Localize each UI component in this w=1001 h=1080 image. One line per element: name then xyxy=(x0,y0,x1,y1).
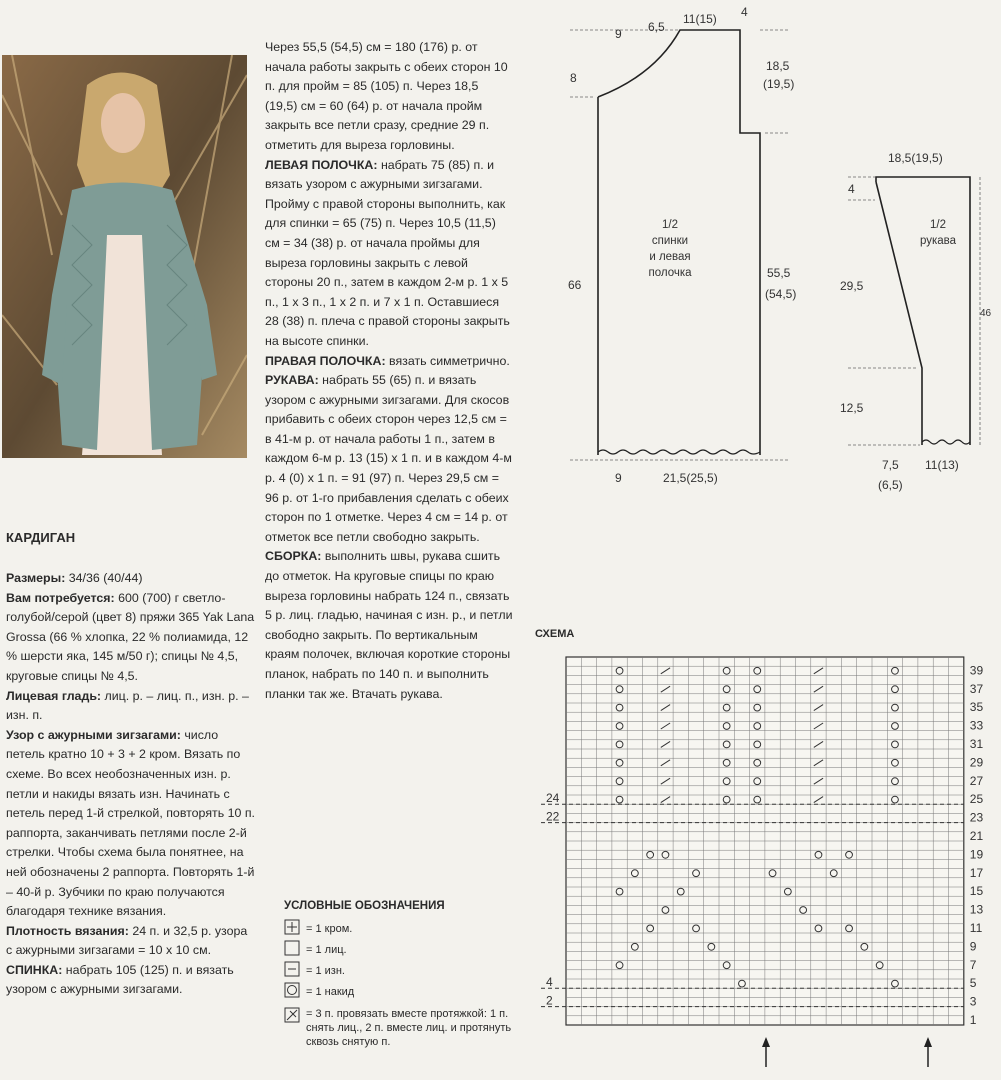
dim-top-left: 9 xyxy=(615,27,622,41)
dim-side-height: 55,5 xyxy=(767,266,791,280)
legend-text-purl: = 1 изн. xyxy=(306,965,345,977)
col1-label: Плотность вязания: xyxy=(6,923,129,938)
col1-label: Лицевая гладь: xyxy=(6,688,102,703)
row-label-right: 17 xyxy=(969,865,984,880)
row-label-left: 2 xyxy=(546,993,553,1008)
dim-armhole-height: 18,5 xyxy=(766,59,790,73)
sleeve-diagram xyxy=(830,140,1001,500)
col1-label: Размеры: xyxy=(6,571,66,585)
row-label-right: 5 xyxy=(969,976,977,991)
instructions-column-1 xyxy=(6,569,256,1000)
col1-text: 600 (700) г светло-голубой/серой (цвет 8) пряжи 365 Yak Lana Grossa (66 % хлопка, 22 % полиамида, 12 % шерсти яка, 145 м/50 г); спицы № 4,5, круговые спицы № 4,5. xyxy=(6,590,255,683)
row-label-right: 31 xyxy=(969,737,984,751)
dim-side-height-alt: (54,5) xyxy=(765,287,797,301)
dim-armhole-step: 4 xyxy=(741,5,748,19)
sleeve-diagram-label: 1/2 рукава xyxy=(919,219,957,247)
row-label-right: 7 xyxy=(969,957,977,972)
legend-item-purl xyxy=(284,961,519,982)
row-label-right: 33 xyxy=(969,718,984,733)
row-label-right: 13 xyxy=(969,902,984,917)
row-label-right: 15 xyxy=(969,884,984,899)
dim-bottom-width: 21,5(25,5) xyxy=(663,471,718,485)
pattern-title: КАРДИГАН xyxy=(6,530,76,545)
row-label-left: 22 xyxy=(546,809,560,824)
col1-label: Вам потребуется: xyxy=(6,590,115,605)
dim-sleeve-cuff: 12,5 xyxy=(840,401,864,415)
dim-sleeve-bottom-left-alt: (6,5) xyxy=(878,478,903,492)
legend-item-edge xyxy=(284,919,519,940)
dim-sleeve-bottom-width: 11(13) xyxy=(925,458,959,472)
col1-text: лиц. р. – лиц. п., изн. р. – изн. п. xyxy=(6,688,249,723)
col2-label: ПРАВАЯ ПОЛОЧКА: xyxy=(265,353,386,368)
row-label-right: 1 xyxy=(969,1013,977,1027)
dim-sleeve-total: 46 xyxy=(980,308,992,319)
legend xyxy=(284,896,519,1049)
col1-paragraph xyxy=(6,687,256,726)
col1-text: 34/36 (40/44) xyxy=(65,571,143,585)
col2-text: набрать 55 (65) п. и вязать узором с ажурными зигзагами. Для скосов прибавить с обеих сторон через 12,5 см = в 41-м р. от начала работы 1 п., затем в каждом 6-м р. 13 (15) х 1 п. и в каждом 4-м р. 4 (0) х 1 п. = 91 (97) п. Через 29,5 см = 96 р. от 1-го прибавления сделать с обеих сторон по 1 отметке. Через 4 см = 14 р. от отметок все петли свободно закрыть. xyxy=(265,373,512,544)
dim-sleeve-top: 18,5(19,5) xyxy=(888,151,943,165)
legend-text-edge: = 1 кром. xyxy=(306,923,353,935)
dim-sleeve-bottom-left: 7,5 xyxy=(882,458,899,472)
model-photo xyxy=(2,55,247,458)
schema-label: СХЕМА xyxy=(535,628,575,640)
col2-text: вязать симметрично. xyxy=(385,353,510,368)
col1-label: Узор с ажурными зигзагами: xyxy=(6,727,181,742)
col1-text: 24 п. и 32,5 р. узора с ажурными зигзагами = 10 х 10 см. xyxy=(6,923,248,958)
col2-label: РУКАВА: xyxy=(265,373,319,388)
col1-paragraph xyxy=(6,569,256,589)
row-label-right: 19 xyxy=(969,847,984,862)
row-label-right: 3 xyxy=(969,994,977,1009)
dim-total-height: 66 xyxy=(568,278,582,292)
legend-text-knit: = 1 лиц. xyxy=(306,944,347,956)
row-label-right: 29 xyxy=(969,755,984,770)
row-label-right: 21 xyxy=(969,829,984,843)
col2-paragraph xyxy=(265,38,513,156)
yarn-over-icon xyxy=(284,982,300,998)
col2-paragraph xyxy=(265,352,513,372)
legend-text-decrease: = 3 п. провязать вместе протяжкой: 1 п. снять лиц., 2 п. вместе лиц. и протянуть сквозь снятую п. xyxy=(306,1008,512,1048)
col1-paragraph xyxy=(6,589,256,687)
dim-bottom-left: 9 xyxy=(615,471,622,485)
col2-text: набрать 75 (85) п. и вязать узором с ажурными зигзагами. Пройму с правой стороны выполнить, как для спинки = 65 (75) п. Через 10,5 (11,5) см = 34 (38) р. от начала проймы для выреза горловины закрыть с левой стороны 20 п., затем в каждом 2-м р. 1 х 5 п., 1 х 3 п., 1 х 2 п. и 7 х 1 п. Оставшиеся 28 (38) п. плеча с правой стороны закрыть на высоте спинки. xyxy=(265,157,510,348)
dim-sleeve-slope: 29,5 xyxy=(840,279,864,293)
row-label-right: 37 xyxy=(969,681,984,696)
col1-paragraph xyxy=(6,961,256,1000)
row-label-left: 24 xyxy=(546,791,560,806)
col1-label: СПИНКА: xyxy=(6,962,63,977)
legend-text-yarnover: = 1 накид xyxy=(306,986,355,998)
legend-heading: УСЛОВНЫЕ ОБОЗНАЧЕНИЯ xyxy=(284,900,445,912)
row-label-right: 25 xyxy=(969,792,984,807)
instructions-column-2 xyxy=(265,38,513,704)
stitch-chart xyxy=(530,645,1001,1080)
decrease-icon xyxy=(284,1007,300,1023)
dim-armhole-height-alt: (19,5) xyxy=(763,77,795,91)
col1-text: число петель кратно 10 + 3 + 2 кром. Вязать по схеме. Во всех необозначенных изн. р. петли и накиды вязать изн. Начинать с петель перед 1-й стрелкой, повторять 10 п. раппорта, заканчивать петлями после 2-й стрелки. Чтобы схема была понятнее, на ней обозначены 2 раппорта. Повторять 1-й – 40-й р. Зубчики по краю получаются благодаря технике вязания. xyxy=(6,727,255,919)
col2-text: выполнить швы, рукава сшить до отметок. На круговые спицы по краю выреза горловины набрать 124 п., связать 5 р. лиц. гладью, начиная с изн. р., и петли свободно закрыть. По вертикальным краям полочек, включая короткие стороны планок, набрать по 140 п. и выполнить планки так же. Втачать рукава. xyxy=(265,549,513,701)
legend-item-yarnover xyxy=(284,982,519,1003)
edge-stitch-icon xyxy=(284,919,300,935)
col2-text: Через 55,5 (54,5) см = 180 (176) р. от начала работы закрыть с обеих сторон 10 п. для пройм = 85 (105) п. Через 18,5 (19,5) см = 60 (64) р. от начала пройм закрыть все петли сразу, средние 29 п. отметить для выреза горловины. xyxy=(265,40,508,152)
legend-item-decrease xyxy=(284,1007,519,1049)
row-label-right: 27 xyxy=(969,773,984,788)
body-diagram xyxy=(560,0,800,500)
col1-paragraph xyxy=(6,922,256,961)
purl-stitch-icon xyxy=(284,961,300,977)
col1-text: набрать 105 (125) п. и вязать узором с ажурными зигзагами. xyxy=(6,962,234,997)
dim-sleeve-cap: 4 xyxy=(848,182,855,196)
row-label-right: 23 xyxy=(969,810,984,825)
row-label-right: 39 xyxy=(969,663,984,678)
body-diagram-label: 1/2 спинки и левая полочка xyxy=(648,219,692,279)
row-label-right: 11 xyxy=(969,921,983,935)
row-label-right: 9 xyxy=(969,939,977,954)
col1-paragraph xyxy=(6,726,256,922)
col2-label: СБОРКА: xyxy=(265,549,322,564)
col2-paragraph xyxy=(265,371,513,547)
dim-neck-width: 6,5 xyxy=(648,20,665,34)
dim-neck-height: 8 xyxy=(570,71,577,85)
col2-label: ЛЕВАЯ ПОЛОЧКА: xyxy=(265,157,378,172)
knit-stitch-icon xyxy=(284,940,300,956)
dim-shoulder: 11(15) xyxy=(683,12,717,26)
row-label-right: 35 xyxy=(969,700,984,715)
legend-item-knit xyxy=(284,940,519,961)
col2-paragraph xyxy=(265,156,513,352)
row-label-left: 4 xyxy=(546,975,553,990)
col2-paragraph xyxy=(265,547,513,704)
